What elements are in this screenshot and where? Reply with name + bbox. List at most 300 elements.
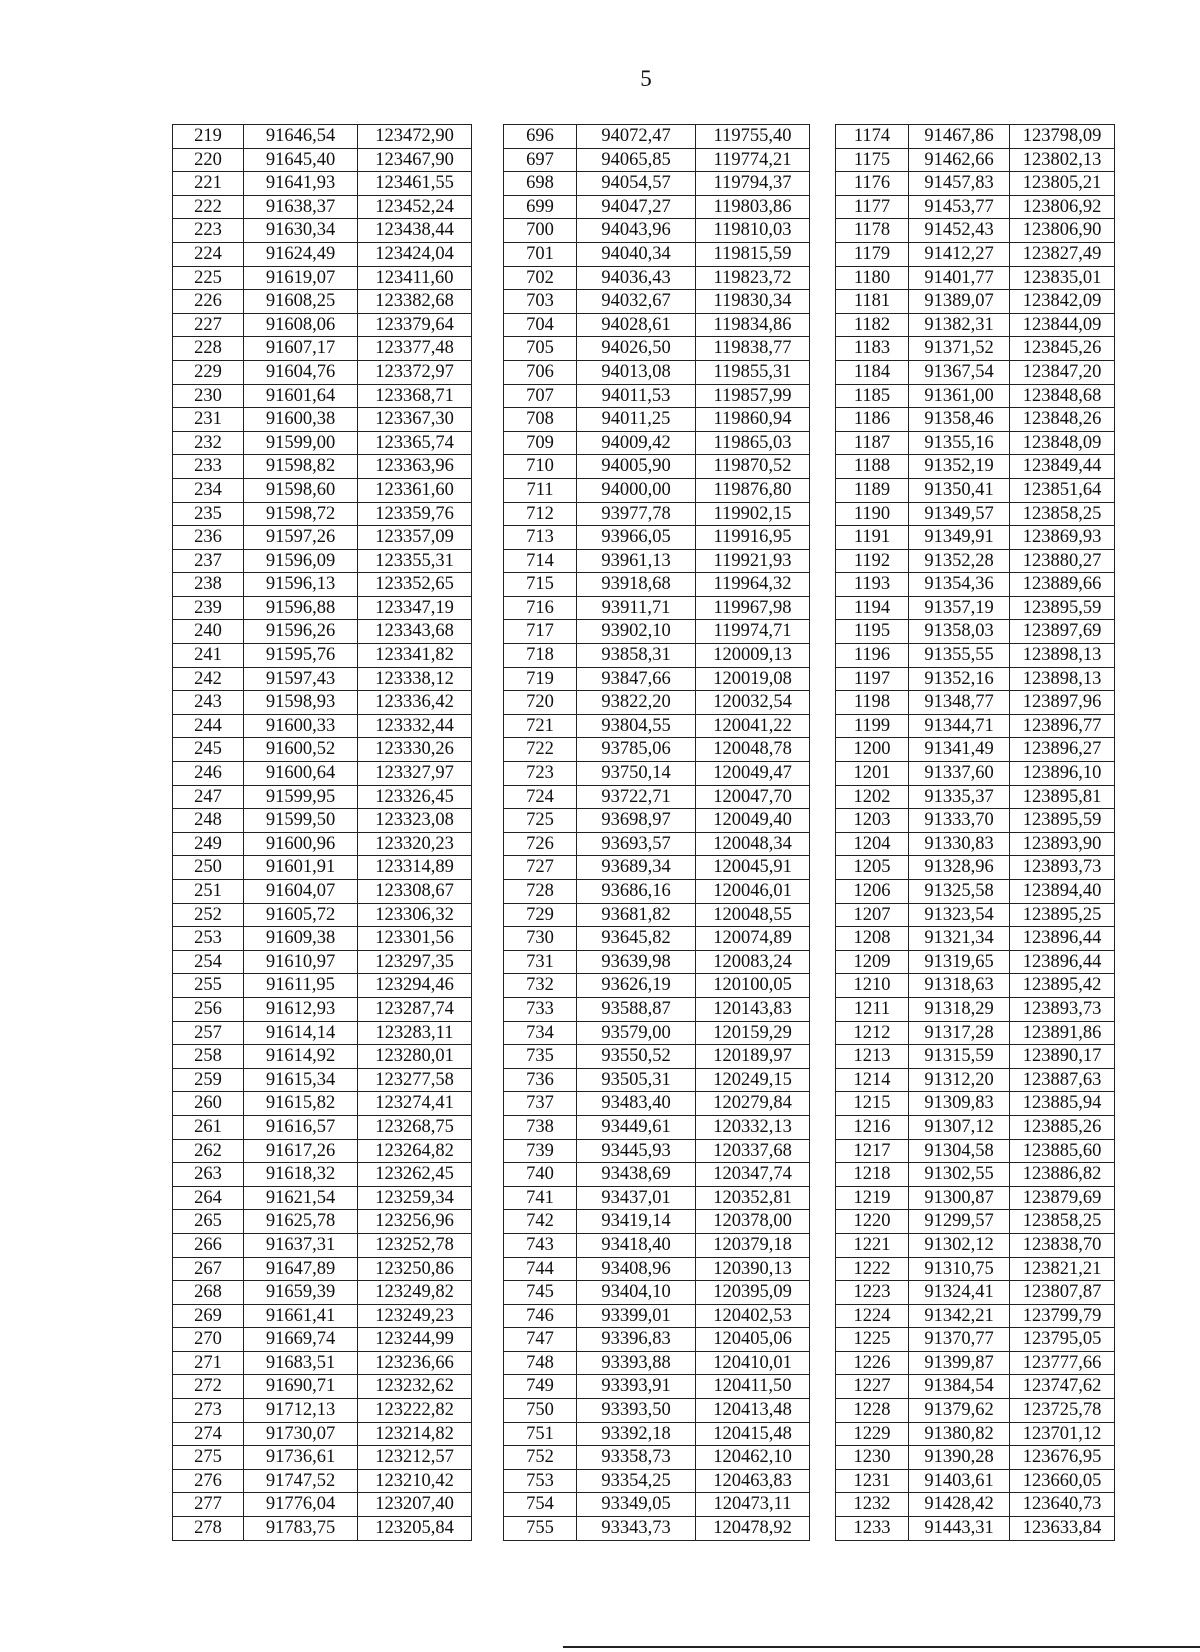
y-coordinate-cell: 123848,26 bbox=[1010, 408, 1115, 432]
point-number-cell: 265 bbox=[173, 1210, 244, 1234]
y-coordinate-cell: 120045,91 bbox=[696, 856, 810, 880]
table-row bbox=[504, 714, 810, 738]
point-number-cell: 249 bbox=[173, 832, 244, 856]
y-coordinate-cell: 123898,13 bbox=[1010, 667, 1115, 691]
point-number-cell: 252 bbox=[173, 903, 244, 927]
x-coordinate-cell: 91596,88 bbox=[244, 596, 358, 620]
x-coordinate-cell: 91412,27 bbox=[909, 242, 1010, 266]
table-row bbox=[504, 1375, 810, 1399]
point-number-cell: 734 bbox=[504, 1021, 577, 1045]
table-row bbox=[836, 526, 1115, 550]
point-number-cell: 713 bbox=[504, 526, 577, 550]
y-coordinate-cell: 123676,95 bbox=[1010, 1446, 1115, 1470]
table-row bbox=[173, 1399, 472, 1423]
point-number-cell: 740 bbox=[504, 1163, 577, 1187]
table-row bbox=[836, 195, 1115, 219]
y-coordinate-cell: 120332,13 bbox=[696, 1115, 810, 1139]
table-row bbox=[836, 856, 1115, 880]
point-number-cell: 750 bbox=[504, 1399, 577, 1423]
y-coordinate-cell: 123851,64 bbox=[1010, 478, 1115, 502]
table-row bbox=[504, 620, 810, 644]
y-coordinate-cell: 123347,19 bbox=[358, 596, 472, 620]
point-number-cell: 236 bbox=[173, 526, 244, 550]
y-coordinate-cell: 123363,96 bbox=[358, 455, 472, 479]
x-coordinate-cell: 93354,25 bbox=[577, 1469, 696, 1493]
y-coordinate-cell: 123259,34 bbox=[358, 1186, 472, 1210]
table-row bbox=[173, 1281, 472, 1305]
y-coordinate-cell: 120009,13 bbox=[696, 644, 810, 668]
table-row bbox=[836, 620, 1115, 644]
x-coordinate-cell: 91302,55 bbox=[909, 1163, 1010, 1187]
table-row bbox=[836, 714, 1115, 738]
point-number-cell: 1186 bbox=[836, 408, 909, 432]
point-number-cell: 1218 bbox=[836, 1163, 909, 1187]
point-number-cell: 1211 bbox=[836, 997, 909, 1021]
point-number-cell: 232 bbox=[173, 431, 244, 455]
table-row bbox=[173, 950, 472, 974]
y-coordinate-cell: 120462,10 bbox=[696, 1446, 810, 1470]
y-coordinate-cell: 119964,32 bbox=[696, 573, 810, 597]
table-row bbox=[173, 1375, 472, 1399]
x-coordinate-cell: 91616,57 bbox=[244, 1115, 358, 1139]
point-number-cell: 1191 bbox=[836, 526, 909, 550]
point-number-cell: 221 bbox=[173, 172, 244, 196]
table-row bbox=[173, 903, 472, 927]
point-number-cell: 250 bbox=[173, 856, 244, 880]
x-coordinate-cell: 91610,97 bbox=[244, 950, 358, 974]
point-number-cell: 726 bbox=[504, 832, 577, 856]
table-row bbox=[173, 1045, 472, 1069]
x-coordinate-cell: 91312,20 bbox=[909, 1068, 1010, 1092]
x-coordinate-cell: 91462,66 bbox=[909, 148, 1010, 172]
point-number-cell: 1210 bbox=[836, 974, 909, 998]
x-coordinate-cell: 91357,19 bbox=[909, 596, 1010, 620]
x-coordinate-cell: 91630,34 bbox=[244, 219, 358, 243]
point-number-cell: 1209 bbox=[836, 950, 909, 974]
point-number-cell: 1233 bbox=[836, 1517, 909, 1541]
table-row bbox=[173, 1210, 472, 1234]
table-row bbox=[173, 667, 472, 691]
point-number-cell: 220 bbox=[173, 148, 244, 172]
x-coordinate-cell: 91609,38 bbox=[244, 927, 358, 951]
table-row bbox=[504, 1068, 810, 1092]
point-number-cell: 747 bbox=[504, 1328, 577, 1352]
table-row bbox=[173, 596, 472, 620]
table-row bbox=[504, 408, 810, 432]
y-coordinate-cell: 119857,99 bbox=[696, 384, 810, 408]
y-coordinate-cell: 123232,62 bbox=[358, 1375, 472, 1399]
x-coordinate-cell: 91617,26 bbox=[244, 1139, 358, 1163]
y-coordinate-cell: 123343,68 bbox=[358, 620, 472, 644]
y-coordinate-cell: 123821,21 bbox=[1010, 1257, 1115, 1281]
point-number-cell: 715 bbox=[504, 573, 577, 597]
table-row bbox=[836, 1163, 1115, 1187]
point-number-cell: 1195 bbox=[836, 620, 909, 644]
table-row bbox=[504, 644, 810, 668]
x-coordinate-cell: 91307,12 bbox=[909, 1115, 1010, 1139]
x-coordinate-cell: 91348,77 bbox=[909, 691, 1010, 715]
y-coordinate-cell: 123896,27 bbox=[1010, 738, 1115, 762]
point-number-cell: 748 bbox=[504, 1351, 577, 1375]
table-row bbox=[173, 1446, 472, 1470]
point-number-cell: 262 bbox=[173, 1139, 244, 1163]
x-coordinate-cell: 93785,06 bbox=[577, 738, 696, 762]
y-coordinate-cell: 119834,86 bbox=[696, 313, 810, 337]
point-number-cell: 1213 bbox=[836, 1045, 909, 1069]
x-coordinate-cell: 94072,47 bbox=[577, 125, 696, 149]
table-row bbox=[836, 762, 1115, 786]
point-number-cell: 1194 bbox=[836, 596, 909, 620]
y-coordinate-cell: 123842,09 bbox=[1010, 290, 1115, 314]
table-row bbox=[504, 172, 810, 196]
x-coordinate-cell: 91310,75 bbox=[909, 1257, 1010, 1281]
x-coordinate-cell: 93588,87 bbox=[577, 997, 696, 1021]
y-coordinate-cell: 123885,60 bbox=[1010, 1139, 1115, 1163]
y-coordinate-cell: 123330,26 bbox=[358, 738, 472, 762]
x-coordinate-cell: 91625,78 bbox=[244, 1210, 358, 1234]
y-coordinate-cell: 123249,82 bbox=[358, 1281, 472, 1305]
table-row bbox=[836, 738, 1115, 762]
point-number-cell: 261 bbox=[173, 1115, 244, 1139]
table-row bbox=[836, 1493, 1115, 1517]
x-coordinate-cell: 94032,67 bbox=[577, 290, 696, 314]
y-coordinate-cell: 119974,71 bbox=[696, 620, 810, 644]
y-coordinate-cell: 123308,67 bbox=[358, 880, 472, 904]
point-number-cell: 1226 bbox=[836, 1351, 909, 1375]
table-row bbox=[173, 856, 472, 880]
table-row bbox=[836, 1092, 1115, 1116]
y-coordinate-cell: 120041,22 bbox=[696, 714, 810, 738]
x-coordinate-cell: 93392,18 bbox=[577, 1422, 696, 1446]
y-coordinate-cell: 123835,01 bbox=[1010, 266, 1115, 290]
table-row bbox=[836, 903, 1115, 927]
table-row bbox=[836, 1021, 1115, 1045]
x-coordinate-cell: 91367,54 bbox=[909, 360, 1010, 384]
point-number-cell: 1196 bbox=[836, 644, 909, 668]
y-coordinate-cell: 123893,73 bbox=[1010, 997, 1115, 1021]
point-number-cell: 1216 bbox=[836, 1115, 909, 1139]
table-row bbox=[504, 832, 810, 856]
y-coordinate-cell: 123896,77 bbox=[1010, 714, 1115, 738]
point-number-cell: 270 bbox=[173, 1328, 244, 1352]
x-coordinate-cell: 91614,14 bbox=[244, 1021, 358, 1045]
table-row bbox=[504, 880, 810, 904]
table-row bbox=[173, 738, 472, 762]
table-row bbox=[836, 667, 1115, 691]
x-coordinate-cell: 91661,41 bbox=[244, 1304, 358, 1328]
point-number-cell: 755 bbox=[504, 1517, 577, 1541]
x-coordinate-cell: 91355,16 bbox=[909, 431, 1010, 455]
table-row bbox=[504, 762, 810, 786]
table-row bbox=[173, 927, 472, 951]
x-coordinate-cell: 91352,28 bbox=[909, 549, 1010, 573]
table-row bbox=[173, 714, 472, 738]
y-coordinate-cell: 123461,55 bbox=[358, 172, 472, 196]
x-coordinate-cell: 91607,17 bbox=[244, 337, 358, 361]
table-row bbox=[836, 1517, 1115, 1541]
x-coordinate-cell: 94054,57 bbox=[577, 172, 696, 196]
y-coordinate-cell: 123372,97 bbox=[358, 360, 472, 384]
x-coordinate-cell: 93966,05 bbox=[577, 526, 696, 550]
point-number-cell: 727 bbox=[504, 856, 577, 880]
point-number-cell: 1212 bbox=[836, 1021, 909, 1045]
x-coordinate-cell: 91428,42 bbox=[909, 1493, 1010, 1517]
table-row bbox=[173, 172, 472, 196]
point-number-cell: 248 bbox=[173, 809, 244, 833]
table-row bbox=[173, 1493, 472, 1517]
y-coordinate-cell: 119815,59 bbox=[696, 242, 810, 266]
y-coordinate-cell: 120337,68 bbox=[696, 1139, 810, 1163]
table-row bbox=[173, 549, 472, 573]
y-coordinate-cell: 119823,72 bbox=[696, 266, 810, 290]
point-number-cell: 1174 bbox=[836, 125, 909, 149]
y-coordinate-cell: 123893,90 bbox=[1010, 832, 1115, 856]
x-coordinate-cell: 93505,31 bbox=[577, 1068, 696, 1092]
x-coordinate-cell: 91323,54 bbox=[909, 903, 1010, 927]
point-number-cell: 731 bbox=[504, 950, 577, 974]
y-coordinate-cell: 123301,56 bbox=[358, 927, 472, 951]
y-coordinate-cell: 123377,48 bbox=[358, 337, 472, 361]
x-coordinate-cell: 91598,93 bbox=[244, 691, 358, 715]
point-number-cell: 1190 bbox=[836, 502, 909, 526]
y-coordinate-cell: 123236,66 bbox=[358, 1351, 472, 1375]
y-coordinate-cell: 120379,18 bbox=[696, 1233, 810, 1257]
table-row bbox=[836, 1422, 1115, 1446]
y-coordinate-cell: 123256,96 bbox=[358, 1210, 472, 1234]
point-number-cell: 722 bbox=[504, 738, 577, 762]
point-number-cell: 737 bbox=[504, 1092, 577, 1116]
y-coordinate-cell: 123845,26 bbox=[1010, 337, 1115, 361]
x-coordinate-cell: 94005,90 bbox=[577, 455, 696, 479]
point-number-cell: 738 bbox=[504, 1115, 577, 1139]
table-row bbox=[173, 290, 472, 314]
table-row bbox=[504, 1493, 810, 1517]
y-coordinate-cell: 123887,63 bbox=[1010, 1068, 1115, 1092]
point-number-cell: 225 bbox=[173, 266, 244, 290]
y-coordinate-cell: 123472,90 bbox=[358, 125, 472, 149]
x-coordinate-cell: 91645,40 bbox=[244, 148, 358, 172]
table-row bbox=[504, 573, 810, 597]
x-coordinate-cell: 91712,13 bbox=[244, 1399, 358, 1423]
point-number-cell: 260 bbox=[173, 1092, 244, 1116]
x-coordinate-cell: 91608,25 bbox=[244, 290, 358, 314]
point-number-cell: 228 bbox=[173, 337, 244, 361]
table-row bbox=[173, 997, 472, 1021]
x-coordinate-cell: 91380,82 bbox=[909, 1422, 1010, 1446]
point-number-cell: 733 bbox=[504, 997, 577, 1021]
table-row bbox=[504, 360, 810, 384]
x-coordinate-cell: 91638,37 bbox=[244, 195, 358, 219]
y-coordinate-cell: 119774,21 bbox=[696, 148, 810, 172]
table-row bbox=[504, 1233, 810, 1257]
y-coordinate-cell: 123306,32 bbox=[358, 903, 472, 927]
table-row bbox=[173, 644, 472, 668]
table-row bbox=[836, 1375, 1115, 1399]
table-row bbox=[504, 384, 810, 408]
y-coordinate-cell: 123210,42 bbox=[358, 1469, 472, 1493]
point-number-cell: 1184 bbox=[836, 360, 909, 384]
x-coordinate-cell: 91302,12 bbox=[909, 1233, 1010, 1257]
x-coordinate-cell: 91467,86 bbox=[909, 125, 1010, 149]
point-number-cell: 229 bbox=[173, 360, 244, 384]
point-number-cell: 1179 bbox=[836, 242, 909, 266]
y-coordinate-cell: 123848,09 bbox=[1010, 431, 1115, 455]
y-coordinate-cell: 123244,99 bbox=[358, 1328, 472, 1352]
y-coordinate-cell: 123886,82 bbox=[1010, 1163, 1115, 1187]
point-number-cell: 732 bbox=[504, 974, 577, 998]
x-coordinate-cell: 91604,76 bbox=[244, 360, 358, 384]
y-coordinate-cell: 120395,09 bbox=[696, 1281, 810, 1305]
table-row bbox=[173, 1115, 472, 1139]
y-coordinate-cell: 123802,13 bbox=[1010, 148, 1115, 172]
table-row bbox=[836, 431, 1115, 455]
point-number-cell: 251 bbox=[173, 880, 244, 904]
y-coordinate-cell: 123277,58 bbox=[358, 1068, 472, 1092]
y-coordinate-cell: 120049,40 bbox=[696, 809, 810, 833]
point-number-cell: 1198 bbox=[836, 691, 909, 715]
table-row bbox=[836, 549, 1115, 573]
table-row bbox=[836, 219, 1115, 243]
y-coordinate-cell: 120049,47 bbox=[696, 762, 810, 786]
table-row bbox=[173, 1139, 472, 1163]
point-number-cell: 745 bbox=[504, 1281, 577, 1305]
y-coordinate-cell: 123323,08 bbox=[358, 809, 472, 833]
point-number-cell: 1225 bbox=[836, 1328, 909, 1352]
x-coordinate-cell: 91596,09 bbox=[244, 549, 358, 573]
y-coordinate-cell: 123249,23 bbox=[358, 1304, 472, 1328]
table-row bbox=[173, 1422, 472, 1446]
x-coordinate-cell: 91300,87 bbox=[909, 1186, 1010, 1210]
x-coordinate-cell: 91309,83 bbox=[909, 1092, 1010, 1116]
table-row bbox=[504, 1092, 810, 1116]
table-row bbox=[173, 1304, 472, 1328]
y-coordinate-cell: 120100,05 bbox=[696, 974, 810, 998]
x-coordinate-cell: 91598,72 bbox=[244, 502, 358, 526]
y-coordinate-cell: 120083,24 bbox=[696, 950, 810, 974]
x-coordinate-cell: 91333,70 bbox=[909, 809, 1010, 833]
table-row bbox=[504, 1446, 810, 1470]
y-coordinate-cell: 120478,92 bbox=[696, 1517, 810, 1541]
point-number-cell: 274 bbox=[173, 1422, 244, 1446]
point-number-cell: 1180 bbox=[836, 266, 909, 290]
table-row bbox=[836, 1257, 1115, 1281]
table-row bbox=[173, 1233, 472, 1257]
y-coordinate-cell: 123879,69 bbox=[1010, 1186, 1115, 1210]
point-number-cell: 256 bbox=[173, 997, 244, 1021]
x-coordinate-cell: 91384,54 bbox=[909, 1375, 1010, 1399]
point-number-cell: 1185 bbox=[836, 384, 909, 408]
y-coordinate-cell: 119865,03 bbox=[696, 431, 810, 455]
table-row bbox=[504, 431, 810, 455]
x-coordinate-cell: 94011,25 bbox=[577, 408, 696, 432]
y-coordinate-cell: 123368,71 bbox=[358, 384, 472, 408]
table-row bbox=[504, 1517, 810, 1541]
point-number-cell: 241 bbox=[173, 644, 244, 668]
table-row bbox=[836, 927, 1115, 951]
point-number-cell: 268 bbox=[173, 1281, 244, 1305]
point-number-cell: 242 bbox=[173, 667, 244, 691]
table-row bbox=[836, 1399, 1115, 1423]
y-coordinate-cell: 119830,34 bbox=[696, 290, 810, 314]
table-row bbox=[836, 880, 1115, 904]
x-coordinate-cell: 93681,82 bbox=[577, 903, 696, 927]
table-row bbox=[504, 1351, 810, 1375]
x-coordinate-cell: 91776,04 bbox=[244, 1493, 358, 1517]
x-coordinate-cell: 91335,37 bbox=[909, 785, 1010, 809]
point-number-cell: 255 bbox=[173, 974, 244, 998]
point-number-cell: 1214 bbox=[836, 1068, 909, 1092]
y-coordinate-cell: 120352,81 bbox=[696, 1186, 810, 1210]
x-coordinate-cell: 91647,89 bbox=[244, 1257, 358, 1281]
coordinates-table-3 bbox=[835, 124, 1115, 1541]
x-coordinate-cell: 93639,98 bbox=[577, 950, 696, 974]
point-number-cell: 702 bbox=[504, 266, 577, 290]
table-row bbox=[504, 549, 810, 573]
x-coordinate-cell: 91354,36 bbox=[909, 573, 1010, 597]
x-coordinate-cell: 91342,21 bbox=[909, 1304, 1010, 1328]
x-coordinate-cell: 91597,43 bbox=[244, 667, 358, 691]
table-row bbox=[504, 478, 810, 502]
x-coordinate-cell: 93418,40 bbox=[577, 1233, 696, 1257]
y-coordinate-cell: 119755,40 bbox=[696, 125, 810, 149]
y-coordinate-cell: 119870,52 bbox=[696, 455, 810, 479]
point-number-cell: 222 bbox=[173, 195, 244, 219]
x-coordinate-cell: 91358,46 bbox=[909, 408, 1010, 432]
table-row bbox=[504, 738, 810, 762]
point-number-cell: 697 bbox=[504, 148, 577, 172]
point-number-cell: 1177 bbox=[836, 195, 909, 219]
point-number-cell: 714 bbox=[504, 549, 577, 573]
point-number-cell: 752 bbox=[504, 1446, 577, 1470]
y-coordinate-cell: 119916,95 bbox=[696, 526, 810, 550]
table-row bbox=[173, 809, 472, 833]
point-number-cell: 1220 bbox=[836, 1210, 909, 1234]
table-row bbox=[504, 1257, 810, 1281]
table-row bbox=[836, 1304, 1115, 1328]
table-row bbox=[504, 125, 810, 149]
table-row bbox=[504, 1210, 810, 1234]
table-row bbox=[173, 880, 472, 904]
table-row bbox=[504, 856, 810, 880]
y-coordinate-cell: 123777,66 bbox=[1010, 1351, 1115, 1375]
x-coordinate-cell: 91599,00 bbox=[244, 431, 358, 455]
x-coordinate-cell: 91736,61 bbox=[244, 1446, 358, 1470]
point-number-cell: 712 bbox=[504, 502, 577, 526]
point-number-cell: 716 bbox=[504, 596, 577, 620]
y-coordinate-cell: 123890,17 bbox=[1010, 1045, 1115, 1069]
y-coordinate-cell: 123332,44 bbox=[358, 714, 472, 738]
x-coordinate-cell: 91614,92 bbox=[244, 1045, 358, 1069]
table-row bbox=[836, 691, 1115, 715]
y-coordinate-cell: 120415,48 bbox=[696, 1422, 810, 1446]
y-coordinate-cell: 123250,86 bbox=[358, 1257, 472, 1281]
point-number-cell: 1175 bbox=[836, 148, 909, 172]
y-coordinate-cell: 123640,73 bbox=[1010, 1493, 1115, 1517]
table-row bbox=[504, 997, 810, 1021]
table-row bbox=[504, 1115, 810, 1139]
point-number-cell: 259 bbox=[173, 1068, 244, 1092]
x-coordinate-cell: 91659,39 bbox=[244, 1281, 358, 1305]
y-coordinate-cell: 120473,11 bbox=[696, 1493, 810, 1517]
x-coordinate-cell: 91352,19 bbox=[909, 455, 1010, 479]
y-coordinate-cell: 120410,01 bbox=[696, 1351, 810, 1375]
y-coordinate-cell: 120046,01 bbox=[696, 880, 810, 904]
x-coordinate-cell: 91452,43 bbox=[909, 219, 1010, 243]
x-coordinate-cell: 91352,16 bbox=[909, 667, 1010, 691]
x-coordinate-cell: 91344,71 bbox=[909, 714, 1010, 738]
y-coordinate-cell: 123898,13 bbox=[1010, 644, 1115, 668]
table-row bbox=[173, 431, 472, 455]
